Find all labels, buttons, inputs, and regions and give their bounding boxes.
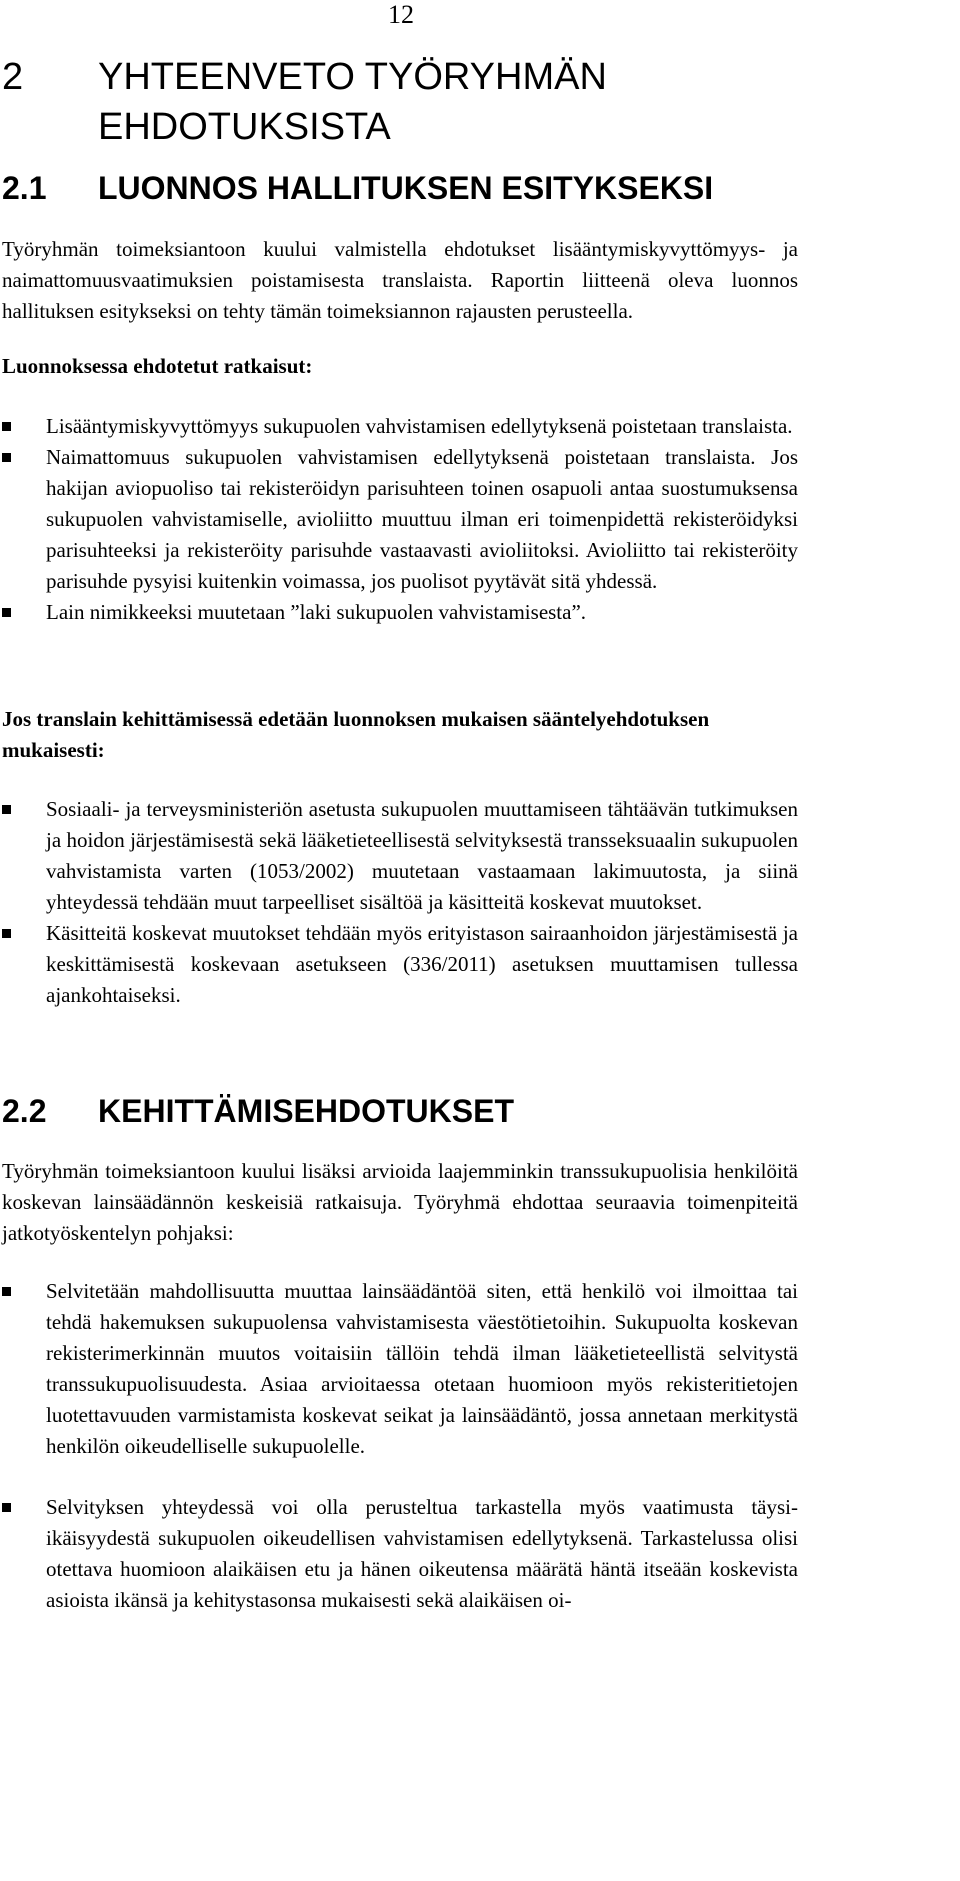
bullet-icon	[2, 422, 11, 431]
bullet-icon	[2, 453, 11, 462]
list-item: Selvitetään mahdollisuutta muuttaa lainsäädäntöä siten, että henkilö voi ilmoittaa tai tehdä hakemuksen sukupuolensa vahvistamisesta väestötietoihin. Sukupuolta koskevan rekisterimerkinnän muutos voitaisiin tällöin tehdä ilman lääketieteellistä selvitystä transsukupuolisuudesta. Asiaa arvioitaessa otetaan huomioon myös rekisteritietojen luotettavuuden varmistamista koskevat seikat ja lainsäädäntö, jossa annetaan merkitystä henkilön oikeudelliselle sukupuolelle.	[2, 1276, 798, 1462]
list-item: Lisääntymiskyvyttömyys sukupuolen vahvistamisen edellytyksenä poistetaan translaista.	[2, 411, 798, 442]
section-title: KEHITTÄMISEHDOTUKSET	[98, 1093, 514, 1129]
section-title: LUONNOS HALLITUKSEN ESITYKSEKSI	[98, 170, 714, 206]
list-item: Käsitteitä koskevat muutokset tehdään myös erityistason sairaanhoidon järjestämisestä ja keskittämisestä koskevaan asetukseen (336/2011) asetuksen muuttamisen tullessa ajankohtaiseksi.	[2, 918, 798, 1011]
solutions-list	[2, 411, 798, 628]
development-heading: Jos translain kehittämisessä edetään luonnoksen mukaisen sääntelyehdotuksen mukaisesti:	[2, 707, 710, 762]
list-item: Sosiaali- ja terveysministeriön asetusta sukupuolen muuttamiseen tähtäävän tutkimuksen ja hoidon järjestämisestä sekä lääketieteellisestä selvityksestä transseksuaalin sukupuolen vahvistamista varten (1053/2002) muutetaan vastaamaan lakimuutosta, ja siinä yhteydessä tehdään muut tarpeelliset sisältöä ja käsitteitä koskevat muutokset.	[2, 794, 798, 918]
list-item: Selvityksen yhteydessä voi olla perusteltua tarkastella myös vaatimusta täysi-ikäisyydestä sukupuolen oikeudellisen vahvistamisen edellytyksenä. Tarkastelussa olisi otettava huomioon alaikäisen etu ja hänen oikeutensa määrätä häntä itseään koskevista asioista ikänsä ja kehitystasonsa mukaisesti sekä alaikäisen oi-	[2, 1492, 798, 1616]
chapter-number: 2	[2, 56, 24, 98]
bullet-icon	[2, 1503, 11, 1512]
section-2-2-intro: Työryhmän toimeksiantoon kuului lisäksi arvioida laajemminkin transsukupuolisia henkilöitä koskevan lainsäädännön keskeisiä ratkaisuja. Työryhmä ehdottaa seuraavia toimenpiteitä jatkotyöskentelyn pohjaksi:	[2, 1159, 798, 1245]
page-number: 12	[388, 0, 414, 29]
list-item: Naimattomuus sukupuolen vahvistamisen edellytyksenä poistetaan translaista. Jos hakijan aviopuoliso tai rekisteröidyn parisuhteen toinen osapuoli antaa suostumuksensa sukupuolen vahvistamiselle, avioliitto muuttuu ilman eri toimenpidettä rekisteröidyksi parisuhteeksi ja rekisteröity parisuhde vastaavasti avioliitoksi. Avioliitto tai rekisteröity parisuhde pysyisi kuitenkin voimassa, jos puolisot pyytävät sitä yhdessä.	[2, 442, 798, 597]
proposals-list	[2, 1276, 798, 1616]
bullet-icon	[2, 1287, 11, 1296]
section-number: 2.2	[2, 1093, 47, 1129]
bullet-icon	[2, 608, 11, 617]
solutions-heading: Luonnoksessa ehdotetut ratkaisut:	[2, 354, 313, 378]
chapter-title: YHTEENVETO TYÖRYHMÄN EHDOTUKSISTA	[98, 56, 607, 148]
section-2-1-intro: Työryhmän toimeksiantoon kuului valmistella ehdotukset lisääntymiskyvyttömyys- ja naimattomuusvaatimuksien poistamisesta translaista. Raportin liitteenä oleva luonnos hallituksen esitykseksi on tehty tämän toimeksiannon rajausten perusteella.	[2, 237, 798, 323]
list-item: Lain nimikkeeksi muutetaan ”laki sukupuolen vahvistamisesta”.	[2, 597, 798, 628]
bullet-icon	[2, 805, 11, 814]
section-number: 2.1	[2, 170, 47, 206]
bullet-icon	[2, 929, 11, 938]
development-list	[2, 794, 798, 1011]
